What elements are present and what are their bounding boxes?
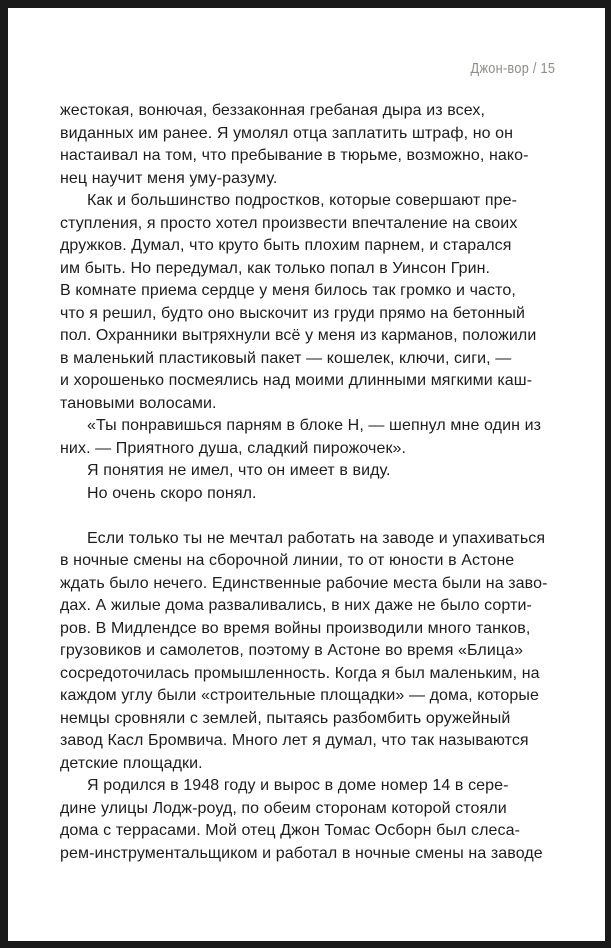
text-line: ров. В Мидлендсе во время войны производили много танков, [60,619,531,637]
text-line: Но очень скоро понял. [87,484,257,502]
running-header: Джон-вор / 15 [470,61,555,77]
text-line: Как и большинство подростков, которые совершают пре- [87,192,518,209]
text-line: что я решил, будто оно выскочит из груди прямо на бетонный [60,304,526,322]
text-line: рем-инструментальщиком и работал в ночные смены на заводе [60,844,543,862]
paragraph [60,190,555,415]
text-line: В комнате приема сердце у меня билось так громко и часто, [60,282,516,299]
text-line: сосредоточилась промышленность. Когда я был маленьким, на [60,664,540,682]
paragraph [60,100,555,190]
paragraph [60,460,555,483]
text-line: дружков. Думал, что круто быть плохим парнем, и старался [60,237,512,254]
text-line: дома с террасами. Мой отец Джон Томас Осборн был слеса- [60,822,521,839]
text-line: дине улицы Лодж-роуд, по обеим сторонам которой стояли [60,799,507,817]
text-line: каждом углу были «строительные площадки» — дома, которые [60,687,540,704]
running-header-row [60,60,555,78]
text-line: детские площадки. [60,754,203,772]
text-line: «Ты понравишься парням в блоке Н, — шепнул мне один из [87,417,542,434]
text-line: них. — Приятного душа, сладкий пирожочек». [60,439,407,457]
text-line: Если только ты не мечтал работать на заводе и упахиваться [87,529,546,547]
paragraph [60,775,555,865]
text-line: завод Касл Бромвича. Много лет я думал, что так называются [60,732,529,749]
text-line: Я родился в 1948 году и вырос в доме номер 14 в сере- [87,777,509,794]
text-line: в ночные смены на сборочной линии, то от юности в Астоне [60,552,515,569]
text-line: и хорошенько посмеялись над моими длинными мягкими каш- [60,372,533,389]
text-line: Я понятия не имел, что он имеет в виду. [87,462,391,479]
text-line: настаивал на том, что пребывание в тюрьме, возможно, нако- [60,147,529,164]
text-block [60,100,555,865]
paragraph [60,415,555,460]
text-line: пол. Охранники вытряхнули всё у меня из карманов, положили [60,327,537,344]
text-line: тановыми волосами. [60,394,217,412]
text-line: им быть. Но передумал, как только попал в Уинсон Грин. [60,259,491,277]
text-line: виданных им ранее. Я умолял отца заплатить штраф, но он [60,124,514,142]
text-line: ступления, я просто хотел произвести впечталение на своих [60,214,518,232]
text-line: дах. А жилые дома разваливались, в них даже не было сорти- [60,597,532,614]
paragraph [60,483,555,506]
text-line: немцы сровняли с землей, пытаясь разбомбить оружейный [60,709,511,727]
text-line: нец научит меня уму-разуму. [60,169,278,187]
text-line: жестокая, вонючая, беззаконная гребаная дыра из всех, [60,102,486,119]
paragraph [60,528,555,776]
text-line: в маленький пластиковый пакет — кошелек, ключи, сиги, — [60,349,512,367]
text-line: грузовиков и самолетов, поэтому в Астоне во время «Блица» [60,642,524,659]
text-line: ждать было нечего. Единственные рабочие места были на заво- [60,574,548,592]
